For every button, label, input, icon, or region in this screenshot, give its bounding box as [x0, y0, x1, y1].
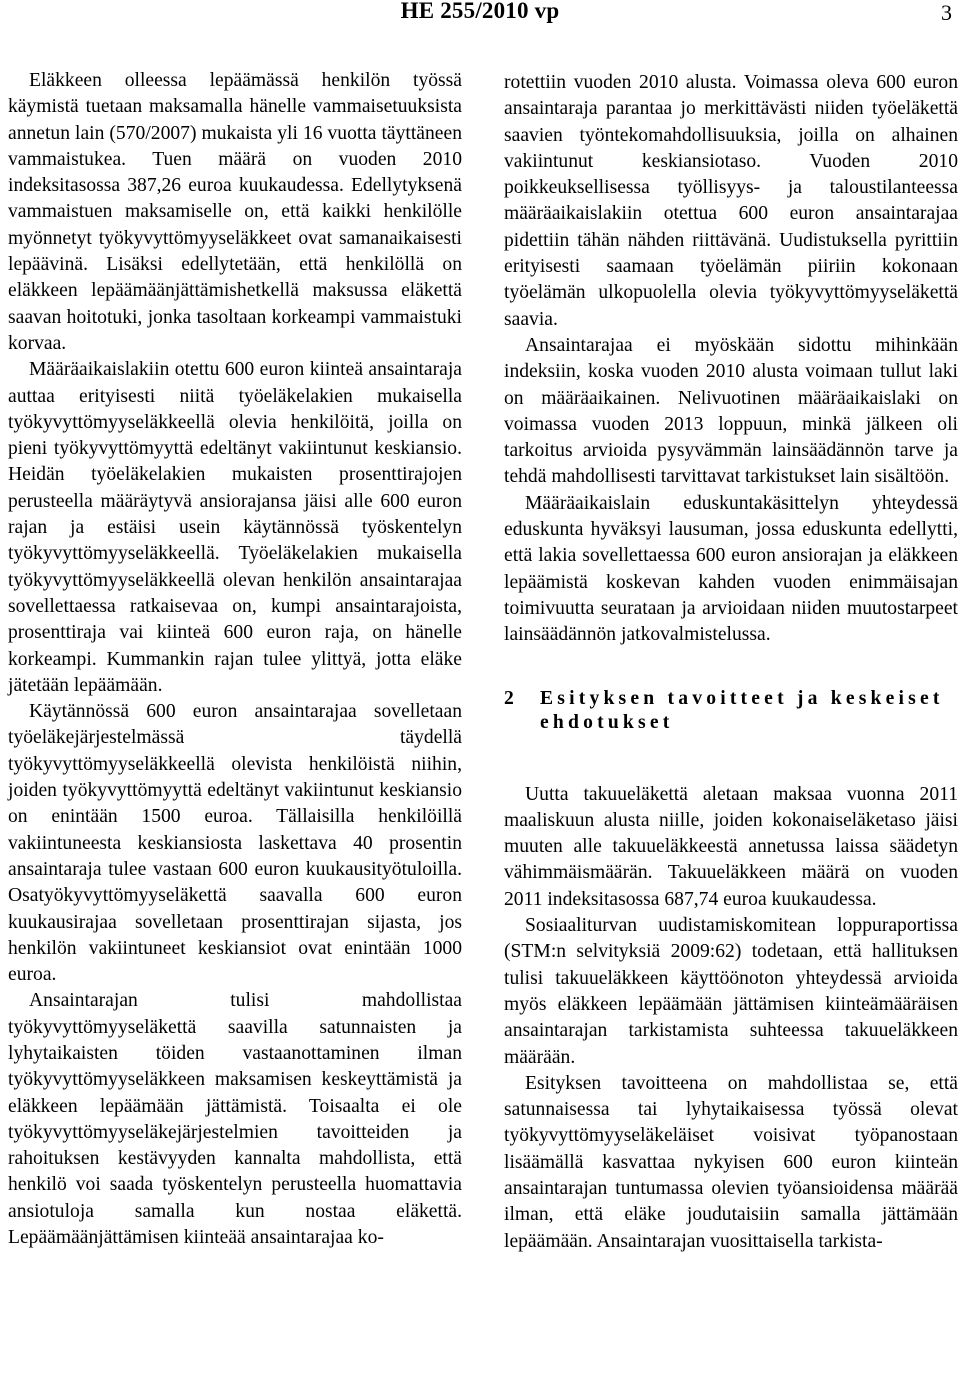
paragraph: Esityksen tavoitteena on mahdollistaa se, että satunnaisessa tai lyhytaikaisessa työssä olevat työkyvyttömyyseläkeläiset voisivat työpanostaan lisäämällä kasvattaa nykyisen 600 euron kiinteän ansaintarajan tuntumassa olevien työansioidensa määrää ilman, että eläke joudutaisiin samalla jättämään lepäämään. Ansaintarajan vuosittaisella tarkista-: [504, 1072, 958, 1252]
paragraph: Määräaikaislain eduskuntakäsittelyn yhteydessä eduskunta hyväksyi lausuman, jossa eduskunta edellytti, että lakia sovellettaessa 600 euron ansiorajan ja eläkkeen lepäämistä koskevan kahden vuoden enimmäisajan toimivuutta seurataan ja arvioidaan niiden muutostarpeet lainsäädännön jatkovalmistelussa.: [504, 492, 958, 646]
paragraph: Ansaintarajaa ei myöskään sidottu mihinkään indeksiin, koska vuoden 2010 alusta voimaan tullut laki on määräaikainen. Nelivuotinen määräaikaislaki on voimassa vuoden 2013 loppuun, minkä jälkeen oli tarkoitus arvioida pysyvämmän lainsäädännön tarve ja tehdä mahdollisesti tarvittavat tarkistukset lain sisältöön.: [504, 334, 958, 488]
section-title: Esityksen tavoitteet ja keskeiset ehdotukset: [540, 687, 944, 733]
paragraph: Käytännössä 600 euron ansaintarajaa sovelletaan työeläkejärjestelmässä täydellä työkyvyttömyyseläkkeellä olevista henkilöistä niihin, joiden työkyvyttömyyttä edeltänyt vakiintunut keskiansio on enintään 1500 euroa. Tällaisilla henkilöillä vakiintuneesta keskiansiosta laskettava 40 prosentin ansaintaraja tulee vastaan 600 euron kuukausityötuloilla. Osatyökyvyttömyyseläkettä saavalla 600 euron kuukausirajaa sovelletaan prosenttirajan sijasta, jos henkilön vakiintuneet keskiansiot ovat enintään 1000 euroa.: [8, 701, 462, 986]
left-column: [8, 68, 462, 1251]
paragraph: Ansaintarajan tulisi mahdollistaa työkyvyttömyyseläkettä saavilla satunnaisten ja lyhytaikaisten töiden vastaanottaminen ilman työkyvyttömyyseläkkeen maksamisen keskeyttämistä ja eläkkeen lepäämään jättämistä. Toisaalta ei ole työkyvyttömyyseläkejärjestelmien tavoitteiden ja rahoituksen kestävyyden kannalta mahdollista, että henkilö voi saada työskentelyn perusteella huomattavia ansiotuloja samalla kun nostaa eläkettä. Lepäämäänjättämisen kiinteää ansaintarajaa ko-: [8, 990, 462, 1249]
section-heading: [504, 687, 958, 735]
paragraph: Määräaikaislakiin otettu 600 euron kiinteä ansaintaraja auttaa erityisesti niitä työeläkelakien mukaisella työkyvyttömyyseläkkeellä olevia henkilöitä, joilla on pieni työkyvyttömyyttä edeltänyt vakiintunut keskiansio. Heidän työeläkelakien mukaisten prosenttirajojen perusteella määräytyvä ansiorajansa jäisi alle 600 euron rajan ja estäisi usein käytännössä työskentelyn työkyvyttömyyseläkkeellä. Työeläkelakien mukaisella työkyvyttömyyseläkkeellä olevan henkilön ansaintarajaa sovellettaessa ratkaisevaa on, kumpi ansaintarajoista, prosenttiraja vai kiinteä 600 euron raja, on hänelle korkeampi. Kummankin rajan tulee ylittyä, jotta eläke jätetään lepäämään.: [8, 359, 462, 696]
document-id: HE 255/2010 vp: [400, 0, 560, 23]
section-number: 2: [504, 687, 514, 709]
paragraph: Uutta takuueläkettä aletaan maksaa vuonna 2011 maaliskuun alusta niille, joiden kokonaiseläketaso jäisi muuten alle takuueläkkeestä annetussa laissa säädetyn vähimmäismäärän. Takuueläkkeen määrä on vuoden 2011 indeksitasossa 687,74 euroa kuukaudessa.: [504, 783, 958, 910]
paragraph-continued: rotettiin vuoden 2010 alusta. Voimassa oleva 600 euron ansaintaraja parantaa jo merkittävästi niiden työeläkettä saavien työntekomahdollisuuksia, joilla on alhainen vakiintunut keskiansiotaso. Vuoden 2010 poikkeuksellisessa työllisyys- ja taloustilanteessa määräaikaislakiin otettua 600 euron ansaintarajaa pidettiin tähän nähden riittävänä. Uudistuksella pyrittiin erityisesti saamaan työelämän piiriin kokonaan työelämän ulkopuolella olevia työkyvyttömyyseläkettä saavia.: [504, 72, 958, 330]
paragraph: Sosiaaliturvan uudistamiskomitean loppuraportissa (STM:n selvityksiä 2009:62) todetaan, että hallituksen tulisi takuueläkkeen käyttöönoton yhteydessä arvioida myös eläkkeen lepäämään jättämisen kiinteämääräisen ansaintarajan tarkistamista suhteessa takuueläkkeen määrään.: [504, 915, 958, 1068]
page-header: [0, 0, 960, 30]
right-column: [504, 70, 958, 1255]
paragraph: Eläkkeen olleessa lepäämässä henkilön työssä käymistä tuetaan maksamalla hänelle vammaisetuuksista annetun lain (570/2007) mukaista yli 16 vuotta täyttäneen vammaistukea. Tuen määrä on vuoden 2010 indeksitasossa 387,26 euroa kuukaudessa. Edellytyksenä vammaistuen maksamiselle on, että kaikki henkilölle myönnetyt työkyvyttömyyseläkkeet ovat samanaikaisesti lepäävinä. Lisäksi edellytetään, että henkilöllä on eläkkeen lepäämäänjättämishetkellä maksussa eläkettä saavan hoitotuki, jonka tasoltaan korkeampi vammaistuki korvaa.: [8, 70, 462, 354]
page-number: 3: [941, 0, 952, 25]
